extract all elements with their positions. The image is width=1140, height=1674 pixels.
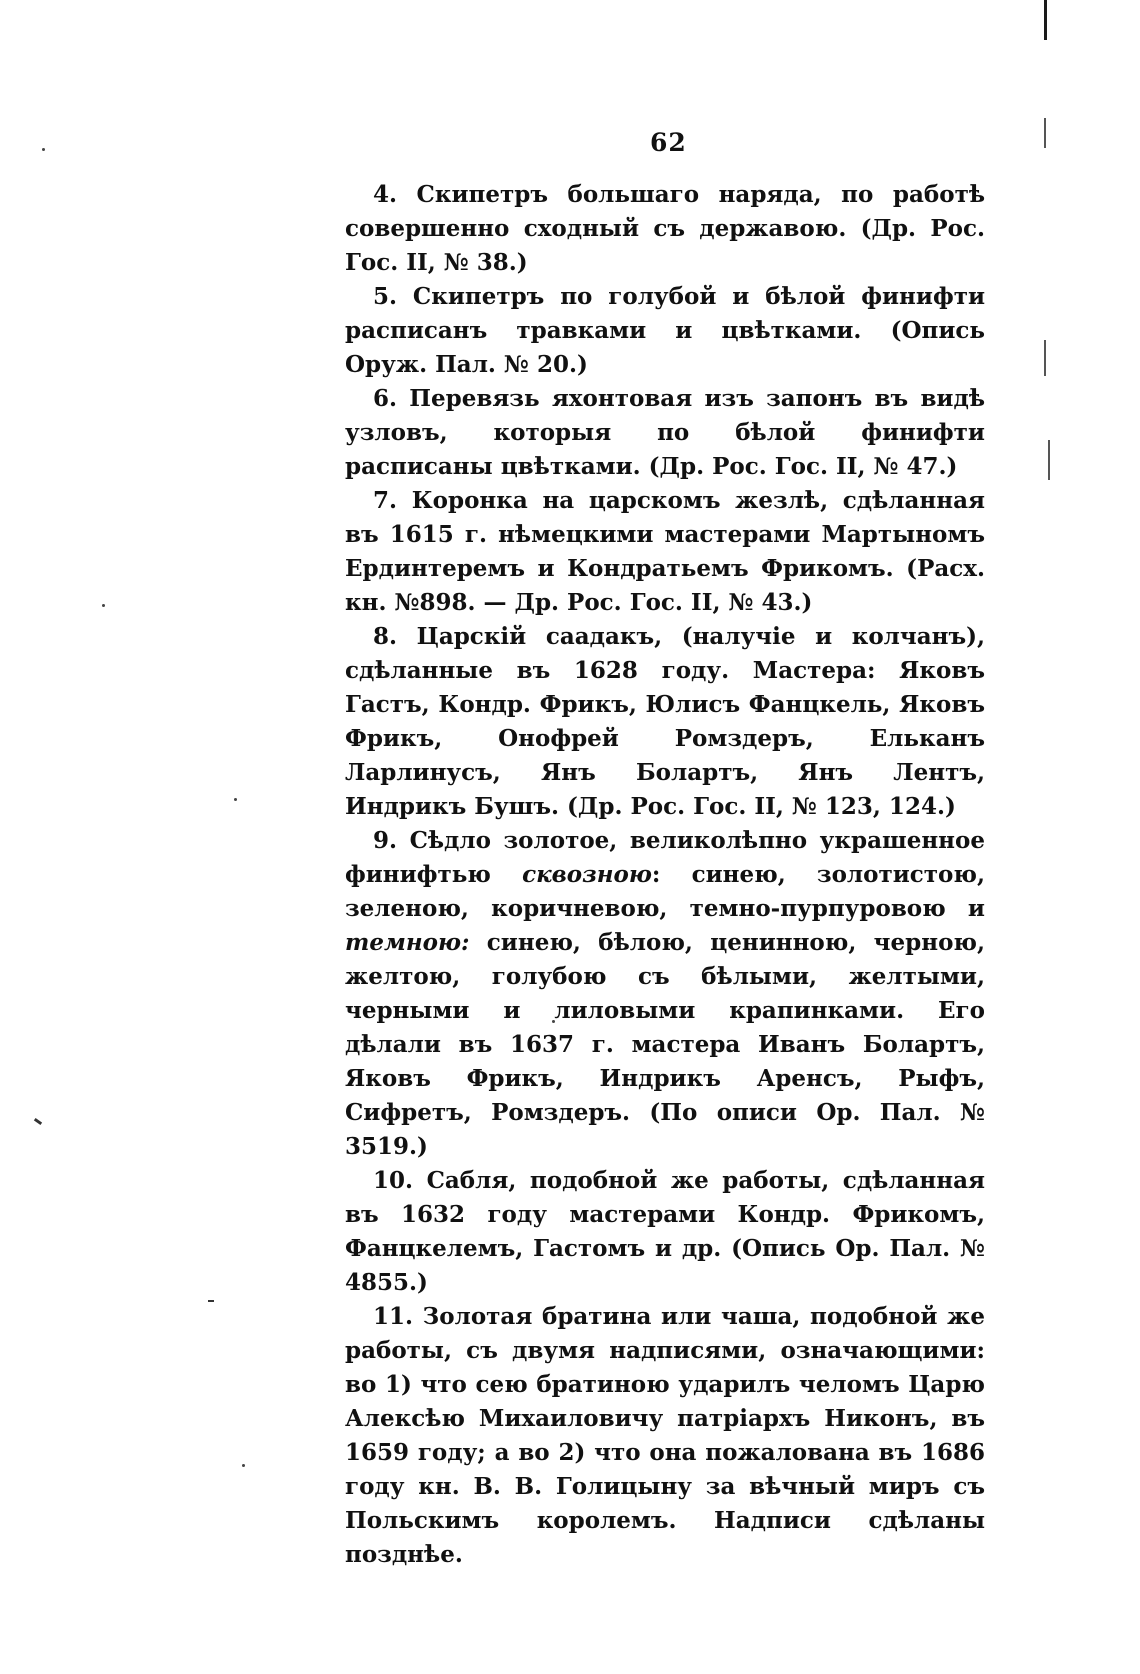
scan-dash bbox=[208, 1300, 214, 1302]
entry-5: 5. Скипетръ по голубой и бѣлой финифти расписанъ травками и цвѣтками. (Опись Оруж. Пал. № 20.) bbox=[345, 283, 985, 378]
page-number: 62 bbox=[650, 128, 687, 157]
scan-edge-line bbox=[1044, 0, 1047, 40]
scan-edge-mark bbox=[1044, 340, 1046, 376]
scan-speck bbox=[42, 148, 45, 151]
document-body bbox=[345, 178, 985, 1572]
entry-7: 7. Коронка на царскомъ жезлѣ, сдѣланная въ 1615 г. нѣмецкими мастерами Мартыномъ Ердинтеремъ и Кондратьемъ Фрикомъ. (Расх. кн. №898. — Др. Рос. Гос. II, № 43.) bbox=[345, 487, 985, 616]
scan-edge-mark bbox=[1048, 440, 1050, 480]
entry-9 bbox=[345, 824, 985, 1164]
entry-8: 8. Царскій саадакъ, (налучіе и колчанъ), сдѣланные въ 1628 году. Мастера: Яковъ Гастъ, Кондр. Фрикъ, Юлисъ Фанцкель, Яковъ Фрикъ, Онофрей Ромздеръ, Ельканъ Ларлинусъ, Янъ Болартъ, Янъ Лентъ, Индрикъ Бушъ. (Др. Рос. Гос. II, № 123, 124.) bbox=[345, 623, 985, 820]
entry-9-text-middle: : синею, золотистою, зеленою, коричневою, темно-пурпуровою и bbox=[345, 861, 985, 922]
entry-9-text-before: 9. Сѣдло золотое, великолѣпно украшенное финифтью bbox=[345, 827, 985, 888]
scan-speck bbox=[242, 1464, 245, 1467]
entry-6: 6. Перевязь яхонтовая изъ запонъ въ видѣ узловъ, которыя по бѣлой финифти расписаны цвѣтками. (Др. Рос. Гос. II, № 47.) bbox=[345, 385, 985, 480]
entry-9-emphasis-temnoyu: темною: bbox=[345, 929, 470, 956]
entry-11: 11. Золотая братина или чаша, подобной же работы, съ двумя надписями, означающими: во 1) что сею братиною ударилъ челомъ Царю Алексѣю Михаиловичу патріархъ Никонъ, въ 1659 году; а во 2) что она пожалована въ 1686 году кн. В. В. Голицыну за вѣчный миръ съ Польскимъ королемъ. Надписи сдѣланы позднѣе. bbox=[345, 1303, 985, 1568]
entry-9-text-after: синею, бѣлою, ценинною, черною, желтою, голубою съ бѣлыми, желтыми, черными и лиловыми крапинками. Его дѣлали въ 1637 г. мастера Иванъ Болартъ, Яковъ Фрикъ, Индрикъ Аренсъ, Рыфъ, Сифретъ, Ромздеръ. (По описи Ор. Пал. № 3519.) bbox=[345, 929, 985, 1160]
entry-10: 10. Сабля, подобной же работы, сдѣланная въ 1632 году мастерами Кондр. Фрикомъ, Фанцкелемъ, Гастомъ и др. (Опись Ор. Пал. № 4855.) bbox=[345, 1167, 985, 1296]
scan-speck bbox=[102, 604, 105, 607]
scan-speck bbox=[234, 798, 237, 801]
entry-4: 4. Скипетръ большаго наряда, по работѣ совершенно сходный съ державою. (Др. Рос. Гос. II, № 38.) bbox=[345, 181, 985, 276]
scan-dash bbox=[34, 1118, 42, 1125]
scan-edge-mark bbox=[1044, 118, 1046, 148]
entry-9-emphasis-skvoznoyu: сквозною bbox=[522, 861, 652, 888]
